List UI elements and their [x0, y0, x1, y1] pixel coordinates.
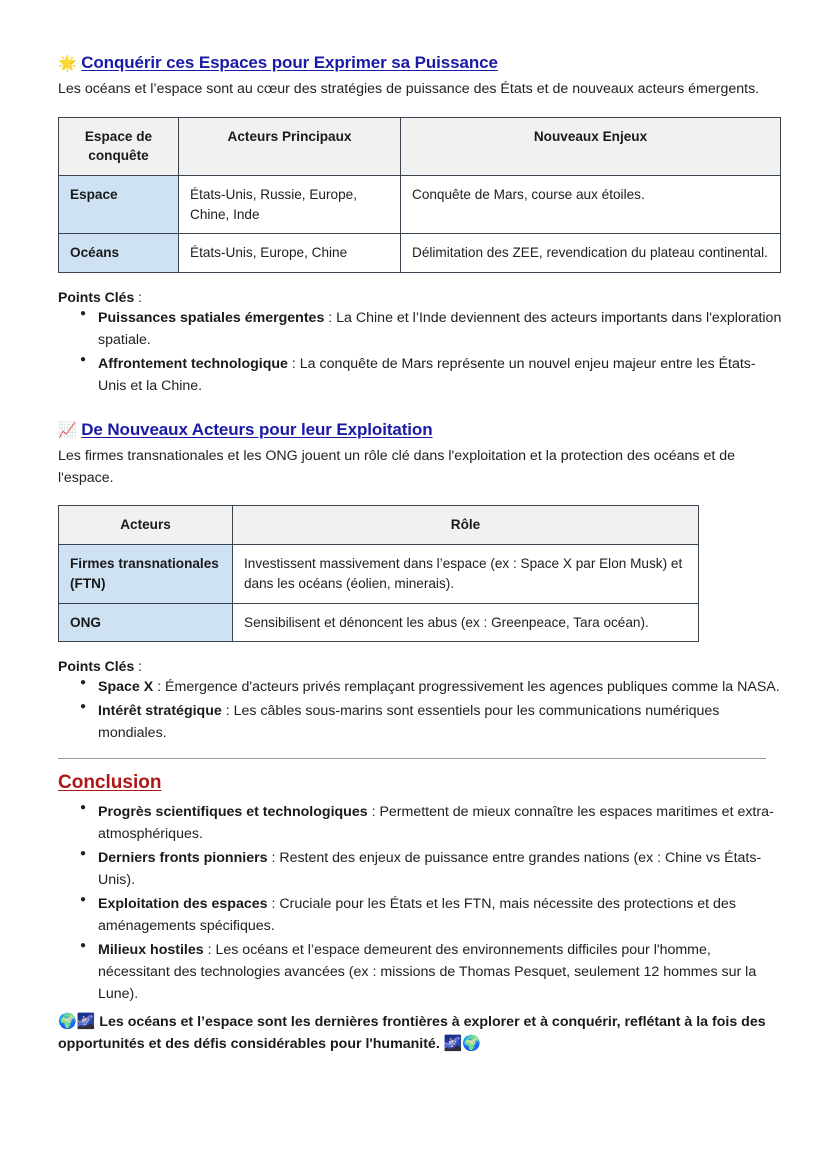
- list-item-text: : La Chine et l’Inde deviennent des acteurs importants dans l'exploration spatiale.: [98, 310, 782, 349]
- points-cles-list-2: [58, 676, 782, 744]
- section-intro-conquerir: Les océans et l’espace sont au cœur des stratégies de puissance des États et de nouveaux acteurs émergents.: [58, 81, 760, 98]
- points-cles-list-1: [58, 307, 782, 397]
- chart-increasing-icon: 📈: [58, 421, 77, 440]
- conclusion-list: [58, 801, 782, 1005]
- table-espaces-de-conquete: [58, 117, 781, 274]
- section-heading-text[interactable]: De Nouveaux Acteurs pour leur Exploitation: [81, 420, 433, 440]
- list-item: [98, 801, 782, 845]
- points-cles-text: Points Clés: [58, 289, 135, 306]
- list-item: [98, 676, 782, 698]
- list-item-term: Milieux hostiles: [98, 942, 204, 958]
- cell-enjeux-oceans: Délimitation des ZEE, revendication du plateau continental.: [401, 234, 781, 273]
- cell-acteurs-espace: États-Unis, Russie, Europe, Chine, Inde: [179, 176, 401, 234]
- row-label-oceans: Océans: [59, 234, 179, 273]
- section-heading-nouveaux-acteurs: [58, 419, 782, 441]
- points-cles-colon: :: [134, 658, 143, 675]
- cell-acteurs-oceans: États-Unis, Europe, Chine: [179, 234, 401, 273]
- list-item-term: Intérêt stratégique: [98, 703, 222, 720]
- section-divider: [58, 758, 766, 759]
- list-item: [98, 307, 782, 351]
- conclusion-heading: Conclusion: [58, 772, 162, 794]
- points-cles-colon: :: [134, 289, 143, 306]
- list-item: [98, 847, 782, 891]
- points-cles-label-2: [58, 658, 782, 674]
- row-label-ftn: Firmes transnationales (FTN): [59, 545, 233, 603]
- column-header-nouveaux-enjeux: Nouveaux Enjeux: [401, 117, 781, 175]
- list-item-term: Space X: [98, 679, 154, 696]
- list-item-text: : Les câbles sous-marins sont essentiels pour les communications numériques mondiales.: [98, 703, 720, 742]
- section-heading-text[interactable]: Conquérir ces Espaces pour Exprimer sa Puissance: [81, 53, 498, 72]
- points-cles-text: Points Clés: [58, 658, 135, 675]
- list-item-text: : La conquête de Mars représente un nouvel enjeu majeur entre les États-Unis et la Chine.: [98, 356, 756, 395]
- list-item-text: : Les océans et l’espace demeurent des environnements difficiles pour l'homme, nécessitant des technologies avancées (ex : missions de Thomas Pesquet, seulement 12 hommes sur la Lune).: [98, 942, 757, 1002]
- list-item-term: Progrès scientifiques et technologiques: [98, 804, 368, 820]
- star-icon: 🌟: [58, 54, 77, 72]
- row-label-ong: ONG: [59, 603, 233, 642]
- section-heading-conquerir: [58, 52, 782, 74]
- column-header-role: Rôle: [233, 506, 699, 545]
- cell-role-ong: Sensibilisent et dénoncent les abus (ex : Greenpeace, Tara océan).: [233, 603, 699, 642]
- list-item: [98, 893, 782, 937]
- list-item-text: : Émergence d'acteurs privés remplaçant progressivement les agences publiques comme la NASA.: [153, 679, 780, 696]
- row-label-espace: Espace: [59, 176, 179, 234]
- table-header-row: [59, 506, 699, 545]
- points-cles-label-1: [58, 289, 782, 305]
- table-row: [59, 234, 781, 273]
- list-item-term: Derniers fronts pionniers: [98, 850, 268, 866]
- list-item-term: Affrontement technologique: [98, 356, 288, 373]
- list-item: [98, 353, 782, 397]
- list-item-term: Puissances spatiales émergentes: [98, 310, 325, 327]
- globe-and-galaxy-icons-leading: 🌍🌌: [58, 1012, 96, 1030]
- final-statement-text: Les océans et l’espace sont les dernières frontières à explorer et à conquérir, reflétant à la fois des opportunités et des défis considérables pour l'humanité.: [58, 1014, 766, 1052]
- table-row: [59, 545, 699, 603]
- table-row: [59, 176, 781, 234]
- section-intro-nouveaux-acteurs: Les firmes transnationales et les ONG jouent un rôle clé dans l'exploitation et la protection des océans et de l'espace.: [58, 448, 736, 486]
- list-item-text: : Cruciale pour les États et les FTN, mais nécessite des protections et des aménagements spécifiques.: [98, 896, 736, 934]
- cell-enjeux-espace: Conquête de Mars, course aux étoiles.: [401, 176, 781, 234]
- list-item: [98, 939, 782, 1005]
- table-header-row: [59, 117, 781, 175]
- final-statement: [58, 1011, 770, 1055]
- list-item: [98, 700, 782, 744]
- table-row: [59, 603, 699, 642]
- column-header-espace-de-conquete: Espace de conquête: [59, 117, 179, 175]
- galaxy-and-globe-icons-trailing: 🌌🌍: [443, 1034, 482, 1052]
- list-item-text: : Permettent de mieux connaître les espaces maritimes et extra-atmosphériques.: [98, 804, 774, 842]
- cell-role-ftn: Investissent massivement dans l’espace (ex : Space X par Elon Musk) et dans les océans (éolien, minerais).: [233, 545, 699, 603]
- column-header-acteurs: Acteurs: [59, 506, 233, 545]
- column-header-acteurs-principaux: Acteurs Principaux: [179, 117, 401, 175]
- table-acteurs-role: [58, 505, 699, 642]
- list-item-term: Exploitation des espaces: [98, 896, 268, 912]
- list-item-text: : Restent des enjeux de puissance entre grandes nations (ex : Chine vs États-Unis).: [98, 850, 762, 888]
